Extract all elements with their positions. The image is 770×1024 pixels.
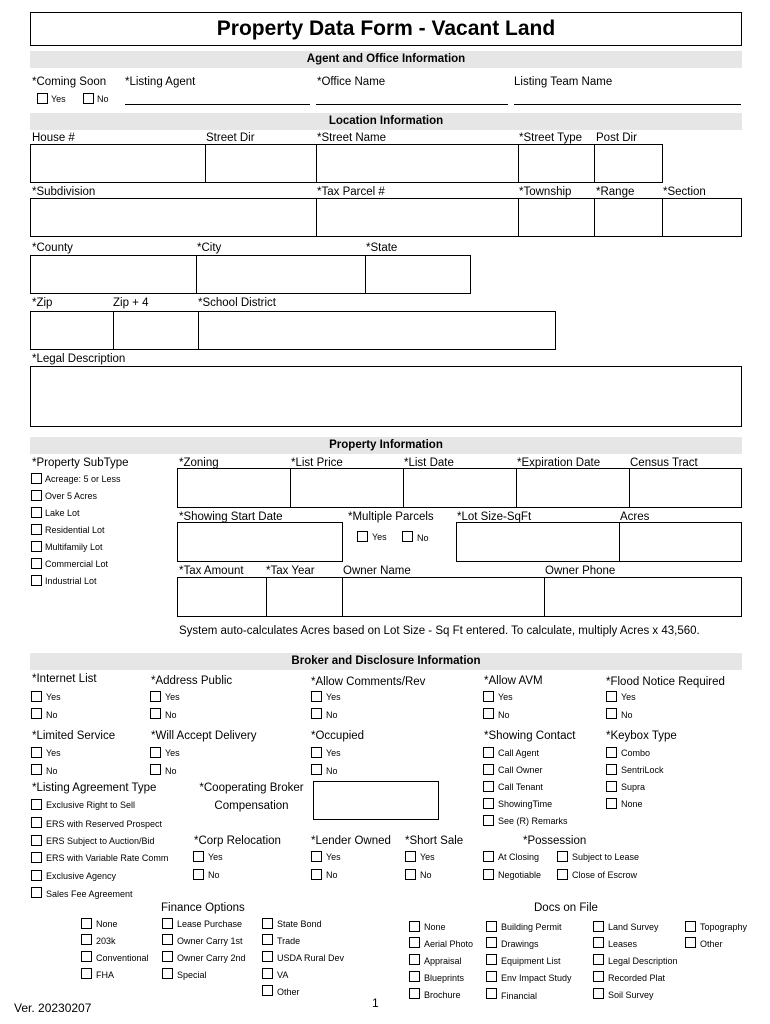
- allow-avm-no-label: No: [498, 710, 510, 720]
- finance-usda-checkbox[interactable]: [262, 951, 273, 962]
- address-public-no-checkbox[interactable]: [150, 708, 161, 719]
- docs-env-impact-label: Env Impact Study: [501, 973, 572, 983]
- subdivision-field[interactable]: [30, 198, 317, 237]
- tax-year-field[interactable]: [266, 577, 343, 617]
- listing-team-field[interactable]: [514, 104, 741, 105]
- owner-name-field[interactable]: [342, 577, 545, 617]
- office-name-label: *Office Name: [317, 76, 386, 88]
- docs-financial-checkbox[interactable]: [486, 988, 497, 999]
- school-district-field[interactable]: [198, 311, 556, 350]
- corp-relocation-no-checkbox[interactable]: [193, 869, 204, 880]
- multiple-parcels-no-label: No: [417, 533, 429, 543]
- agreement-ers-variable-label: ERS with Variable Rate Comm: [46, 853, 169, 863]
- state-label: *State: [366, 242, 398, 254]
- flood-notice-yes-label: Yes: [621, 692, 636, 702]
- will-accept-yes-checkbox[interactable]: [150, 747, 161, 758]
- docs-brochure-label: Brochure: [424, 990, 461, 1000]
- docs-brochure-checkbox[interactable]: [409, 988, 420, 999]
- keybox-combo-checkbox[interactable]: [606, 747, 617, 758]
- subtype-residential-label: Residential Lot: [45, 525, 105, 535]
- possession-subject-lease-label: Subject to Lease: [572, 852, 640, 862]
- keybox-type-label: *Keybox Type: [606, 730, 677, 742]
- lender-owned-yes-checkbox[interactable]: [311, 851, 322, 862]
- docs-other-label: Other: [700, 939, 723, 949]
- property-section-header: Property Information: [30, 437, 742, 454]
- docs-env-impact-checkbox[interactable]: [486, 971, 497, 982]
- finance-owner-carry-1st-label: Owner Carry 1st: [177, 936, 243, 946]
- zoning-label: *Zoning: [179, 457, 219, 469]
- limited-service-label: *Limited Service: [32, 730, 116, 742]
- coop-broker-label: *Cooperating Broker: [199, 782, 304, 794]
- docs-leases-label: Leases: [608, 939, 638, 949]
- possession-subject-lease-checkbox[interactable]: [557, 851, 568, 862]
- zip-label: *Zip: [32, 297, 53, 309]
- short-sale-label: *Short Sale: [405, 835, 464, 847]
- city-field[interactable]: [196, 255, 366, 294]
- docs-none-checkbox[interactable]: [409, 921, 420, 932]
- section-field[interactable]: [662, 198, 742, 237]
- agent-section-header: Agent and Office Information: [30, 51, 742, 68]
- expiration-date-field[interactable]: [516, 468, 630, 508]
- internet-list-label: *Internet List: [32, 673, 97, 685]
- agreement-ers-checkbox[interactable]: [31, 799, 42, 810]
- list-date-label: *List Date: [404, 457, 454, 469]
- keybox-none-checkbox[interactable]: [606, 798, 617, 809]
- range-field[interactable]: [594, 198, 663, 237]
- allow-avm-yes-checkbox[interactable]: [483, 691, 494, 702]
- corp-relocation-yes-checkbox[interactable]: [193, 851, 204, 862]
- showing-call-owner-label: Call Owner: [498, 765, 543, 775]
- allow-comments-no-label: No: [326, 710, 338, 720]
- agreement-ers-auction-checkbox[interactable]: [31, 835, 42, 846]
- allow-avm-yes-label: Yes: [498, 692, 513, 702]
- possession-label: *Possession: [523, 835, 587, 847]
- zip-field[interactable]: [30, 311, 114, 350]
- finance-state-bond-checkbox[interactable]: [262, 918, 273, 929]
- agreement-exclusive-agency-checkbox[interactable]: [31, 870, 42, 881]
- short-sale-yes-label: Yes: [420, 852, 435, 862]
- finance-203k-checkbox[interactable]: [81, 934, 92, 945]
- docs-equipment-list-checkbox[interactable]: [486, 954, 497, 965]
- zip4-field[interactable]: [113, 311, 199, 350]
- acres-calculation-note: System auto-calculates Acres based on Lot Size - Sq Ft entered. To calculate, multiply Acres x 43,560.: [179, 625, 700, 637]
- finance-special-checkbox[interactable]: [162, 968, 173, 979]
- docs-other-checkbox[interactable]: [685, 937, 696, 948]
- owner-name-label: Owner Name: [343, 565, 411, 577]
- address-public-label: *Address Public: [151, 675, 233, 687]
- corp-relocation-yes-label: Yes: [208, 852, 223, 862]
- tax-parcel-field[interactable]: [316, 198, 519, 237]
- address-public-yes-checkbox[interactable]: [150, 691, 161, 702]
- allow-comments-yes-checkbox[interactable]: [311, 691, 322, 702]
- subdivision-label: *Subdivision: [32, 186, 96, 198]
- will-accept-yes-label: Yes: [165, 748, 180, 758]
- docs-soil-survey-checkbox[interactable]: [593, 988, 604, 999]
- flood-notice-yes-checkbox[interactable]: [606, 691, 617, 702]
- keybox-sentrilock-checkbox[interactable]: [606, 764, 617, 775]
- lender-owned-no-checkbox[interactable]: [311, 869, 322, 880]
- keybox-supra-label: Supra: [621, 782, 646, 792]
- occupied-label: *Occupied: [311, 730, 365, 742]
- occupied-yes-checkbox[interactable]: [311, 747, 322, 758]
- docs-drawings-checkbox[interactable]: [486, 937, 497, 948]
- docs-none-label: None: [424, 922, 446, 932]
- subtype-lake-checkbox[interactable]: [31, 507, 42, 518]
- finance-va-label: VA: [277, 970, 289, 980]
- section-label: *Section: [663, 186, 706, 198]
- possession-negotiable-checkbox[interactable]: [483, 869, 494, 880]
- internet-list-no-checkbox[interactable]: [31, 708, 42, 719]
- list-price-field[interactable]: [290, 468, 404, 508]
- short-sale-no-checkbox[interactable]: [405, 869, 416, 880]
- subtype-acreage-checkbox[interactable]: [31, 473, 42, 484]
- occupied-yes-label: Yes: [326, 748, 341, 758]
- location-section-header: Location Information: [30, 113, 742, 130]
- keybox-sentrilock-label: SentriLock: [621, 765, 664, 775]
- finance-va-checkbox[interactable]: [262, 968, 273, 979]
- docs-land-survey-label: Land Survey: [608, 922, 659, 932]
- docs-appraisal-label: Appraisal: [424, 956, 462, 966]
- showing-start-label: *Showing Start Date: [179, 511, 283, 523]
- finance-owner-carry-2nd-label: Owner Carry 2nd: [177, 953, 246, 963]
- subtype-commercial-label: Commercial Lot: [45, 559, 109, 569]
- legal-description-label: *Legal Description: [32, 353, 126, 365]
- keybox-combo-label: Combo: [621, 748, 651, 758]
- subtype-lake-label: Lake Lot: [45, 508, 80, 518]
- listing-agent-field[interactable]: [125, 104, 310, 105]
- lender-owned-no-label: No: [326, 870, 338, 880]
- subtype-over5-label: Over 5 Acres: [45, 491, 98, 501]
- address-public-yes-label: Yes: [165, 692, 180, 702]
- subtype-residential-checkbox[interactable]: [31, 524, 42, 535]
- will-accept-no-label: No: [165, 766, 177, 776]
- limited-service-no-checkbox[interactable]: [31, 764, 42, 775]
- finance-conventional-label: Conventional: [96, 953, 149, 963]
- coming-soon-label: *Coming Soon: [32, 76, 107, 88]
- docs-building-permit-label: Building Permit: [501, 922, 562, 932]
- will-accept-no-checkbox[interactable]: [150, 764, 161, 775]
- finance-fha-checkbox[interactable]: [81, 968, 92, 979]
- coming-soon-no-checkbox[interactable]: [83, 93, 94, 104]
- will-accept-delivery-label: *Will Accept Delivery: [151, 730, 257, 742]
- subtype-multifamily-label: Multifamily Lot: [45, 542, 103, 552]
- finance-special-label: Special: [177, 970, 207, 980]
- page-number: 1: [372, 996, 379, 1010]
- occupied-no-checkbox[interactable]: [311, 764, 322, 775]
- county-field[interactable]: [30, 255, 197, 294]
- coop-compensation-label: Compensation: [214, 800, 289, 812]
- limited-service-no-label: No: [46, 766, 58, 776]
- showing-showingtime-label: ShowingTime: [498, 799, 553, 809]
- finance-owner-carry-1st-checkbox[interactable]: [162, 934, 173, 945]
- keybox-none-label: None: [621, 799, 643, 809]
- internet-list-yes-label: Yes: [46, 692, 61, 702]
- lot-size-field[interactable]: [456, 522, 620, 562]
- showing-contact-label: *Showing Contact: [484, 730, 576, 742]
- possession-at-closing-checkbox[interactable]: [483, 851, 494, 862]
- keybox-supra-checkbox[interactable]: [606, 781, 617, 792]
- tax-year-label: *Tax Year: [266, 565, 315, 577]
- coming-soon-yes-label: Yes: [51, 94, 66, 104]
- allow-comments-no-checkbox[interactable]: [311, 708, 322, 719]
- showing-call-agent-checkbox[interactable]: [483, 747, 494, 758]
- owner-phone-field[interactable]: [544, 577, 742, 617]
- zoning-field[interactable]: [177, 468, 291, 508]
- house-label: House #: [32, 132, 75, 144]
- street-dir-field[interactable]: [205, 144, 317, 183]
- finance-state-bond-label: State Bond: [277, 919, 322, 929]
- docs-building-permit-checkbox[interactable]: [486, 921, 497, 932]
- tax-parcel-label: *Tax Parcel #: [317, 186, 385, 198]
- property-subtype-label: *Property SubType: [32, 457, 129, 469]
- docs-leases-checkbox[interactable]: [593, 937, 604, 948]
- street-name-field[interactable]: [316, 144, 519, 183]
- possession-negotiable-label: Negotiable: [498, 870, 542, 880]
- multiple-parcels-yes-label: Yes: [372, 532, 387, 542]
- possession-at-closing-label: At Closing: [498, 852, 540, 862]
- multiple-parcels-label: *Multiple Parcels: [348, 511, 434, 523]
- showing-see-remarks-checkbox[interactable]: [483, 815, 494, 826]
- agreement-ers-auction-label: ERS Subject to Auction/Bid: [46, 836, 155, 846]
- finance-lease-purchase-checkbox[interactable]: [162, 918, 173, 929]
- township-label: *Township: [519, 186, 572, 198]
- list-date-field[interactable]: [403, 468, 517, 508]
- legal-description-field[interactable]: [30, 366, 742, 427]
- docs-drawings-label: Drawings: [501, 939, 539, 949]
- docs-appraisal-checkbox[interactable]: [409, 954, 420, 965]
- docs-aerial-photo-checkbox[interactable]: [409, 937, 420, 948]
- docs-topography-label: Topography: [700, 922, 748, 932]
- lender-owned-label: *Lender Owned: [311, 835, 391, 847]
- post-dir-label: Post Dir: [596, 132, 637, 144]
- internet-list-no-label: No: [46, 710, 58, 720]
- docs-recorded-plat-label: Recorded Plat: [608, 973, 666, 983]
- showing-start-field[interactable]: [177, 522, 343, 562]
- short-sale-yes-checkbox[interactable]: [405, 851, 416, 862]
- flood-notice-no-label: No: [621, 710, 633, 720]
- finance-203k-label: 203k: [96, 936, 116, 946]
- subtype-over5-checkbox[interactable]: [31, 490, 42, 501]
- showing-call-tenant-checkbox[interactable]: [483, 781, 494, 792]
- agreement-sales-fee-label: Sales Fee Agreement: [46, 889, 133, 899]
- possession-close-escrow-label: Close of Escrow: [572, 870, 638, 880]
- house-field[interactable]: [30, 144, 206, 183]
- county-label: *County: [32, 242, 73, 254]
- street-type-label: *Street Type: [519, 132, 583, 144]
- street-type-field[interactable]: [518, 144, 595, 183]
- state-field[interactable]: [365, 255, 471, 294]
- allow-avm-label: *Allow AVM: [484, 675, 543, 687]
- zip4-label: Zip + 4: [113, 297, 149, 309]
- short-sale-no-label: No: [420, 870, 432, 880]
- occupied-no-label: No: [326, 766, 338, 776]
- coop-compensation-field[interactable]: [313, 781, 439, 820]
- allow-comments-label: *Allow Comments/Rev: [311, 676, 426, 688]
- docs-legal-description-label: Legal Description: [608, 956, 678, 966]
- corp-relocation-label: *Corp Relocation: [194, 835, 281, 847]
- owner-phone-label: Owner Phone: [545, 565, 616, 577]
- showing-call-agent-label: Call Agent: [498, 748, 540, 758]
- street-name-label: *Street Name: [317, 132, 387, 144]
- school-district-label: *School District: [198, 297, 276, 309]
- township-field[interactable]: [518, 198, 595, 237]
- census-tract-field[interactable]: [629, 468, 742, 508]
- expiration-date-label: *Expiration Date: [517, 457, 601, 469]
- finance-other-label: Other: [277, 987, 300, 997]
- showing-call-owner-checkbox[interactable]: [483, 764, 494, 775]
- multiple-parcels-yes-checkbox[interactable]: [357, 531, 368, 542]
- docs-aerial-photo-label: Aerial Photo: [424, 939, 474, 949]
- agreement-sales-fee-checkbox[interactable]: [31, 887, 42, 898]
- subtype-industrial-checkbox[interactable]: [31, 575, 42, 586]
- flood-notice-label: *Flood Notice Required: [606, 676, 725, 688]
- finance-options-label: Finance Options: [161, 902, 245, 914]
- agreement-ers-variable-checkbox[interactable]: [31, 852, 42, 863]
- docs-recorded-plat-checkbox[interactable]: [593, 971, 604, 982]
- corp-relocation-no-label: No: [208, 870, 220, 880]
- allow-avm-no-checkbox[interactable]: [483, 708, 494, 719]
- docs-blueprints-label: Blueprints: [424, 973, 465, 983]
- acres-label: Acres: [620, 511, 650, 523]
- finance-trade-checkbox[interactable]: [262, 934, 273, 945]
- finance-trade-label: Trade: [277, 936, 301, 946]
- coming-soon-yes-checkbox[interactable]: [37, 93, 48, 104]
- showing-call-tenant-label: Call Tenant: [498, 782, 543, 792]
- docs-equipment-list-label: Equipment List: [501, 956, 561, 966]
- allow-comments-yes-label: Yes: [326, 692, 341, 702]
- agreement-ers-reserved-label: ERS with Reserved Prospect: [46, 819, 163, 829]
- subtype-industrial-label: Industrial Lot: [45, 576, 97, 586]
- subtype-multifamily-checkbox[interactable]: [31, 541, 42, 552]
- subtype-commercial-checkbox[interactable]: [31, 558, 42, 569]
- agreement-exclusive-agency-label: Exclusive Agency: [46, 871, 117, 881]
- acres-field[interactable]: [619, 522, 742, 562]
- agreement-ers-reserved-checkbox[interactable]: [31, 817, 42, 828]
- listing-agent-label: *Listing Agent: [125, 76, 196, 88]
- showing-showingtime-checkbox[interactable]: [483, 798, 494, 809]
- agreement-ers-label: Exclusive Right to Sell: [46, 800, 136, 810]
- showing-see-remarks-label: See (R) Remarks: [498, 816, 568, 826]
- finance-owner-carry-2nd-checkbox[interactable]: [162, 951, 173, 962]
- finance-other-checkbox[interactable]: [262, 985, 273, 996]
- finance-conventional-checkbox[interactable]: [81, 951, 92, 962]
- version-label: Ver. 20230207: [14, 1001, 92, 1015]
- post-dir-field[interactable]: [594, 144, 663, 183]
- limited-service-yes-checkbox[interactable]: [31, 747, 42, 758]
- range-label: *Range: [596, 186, 635, 198]
- broker-section-header: Broker and Disclosure Information: [30, 653, 742, 670]
- list-price-label: *List Price: [291, 457, 343, 469]
- finance-fha-label: FHA: [96, 970, 114, 980]
- docs-on-file-label: Docs on File: [534, 902, 598, 914]
- limited-service-yes-label: Yes: [46, 748, 61, 758]
- possession-close-escrow-checkbox[interactable]: [557, 869, 568, 880]
- city-label: *City: [197, 242, 222, 254]
- docs-topography-checkbox[interactable]: [685, 921, 696, 932]
- listing-team-label: Listing Team Name: [514, 76, 613, 88]
- flood-notice-no-checkbox[interactable]: [606, 708, 617, 719]
- subtype-acreage-label: Acreage: 5 or Less: [45, 474, 121, 484]
- tax-amount-label: *Tax Amount: [179, 565, 244, 577]
- census-tract-label: Census Tract: [630, 457, 698, 469]
- docs-legal-description-checkbox[interactable]: [593, 954, 604, 965]
- internet-list-yes-checkbox[interactable]: [31, 691, 42, 702]
- address-public-no-label: No: [165, 710, 177, 720]
- docs-financial-label: Financial: [501, 991, 538, 1001]
- finance-lease-purchase-label: Lease Purchase: [177, 919, 243, 929]
- street-dir-label: Street Dir: [206, 132, 255, 144]
- finance-usda-label: USDA Rural Dev: [277, 953, 345, 963]
- lot-size-label: *Lot Size-SqFt: [457, 511, 532, 523]
- office-name-field[interactable]: [316, 104, 508, 105]
- docs-blueprints-checkbox[interactable]: [409, 971, 420, 982]
- finance-none-checkbox[interactable]: [81, 918, 92, 929]
- coming-soon-no-label: No: [97, 94, 109, 104]
- lender-owned-yes-label: Yes: [326, 852, 341, 862]
- docs-soil-survey-label: Soil Survey: [608, 990, 654, 1000]
- finance-none-label: None: [96, 919, 118, 929]
- docs-land-survey-checkbox[interactable]: [593, 921, 604, 932]
- form-title: Property Data Form - Vacant Land: [30, 12, 742, 46]
- tax-amount-field[interactable]: [177, 577, 267, 617]
- multiple-parcels-no-checkbox[interactable]: [402, 531, 413, 542]
- listing-agreement-label: *Listing Agreement Type: [32, 782, 157, 794]
